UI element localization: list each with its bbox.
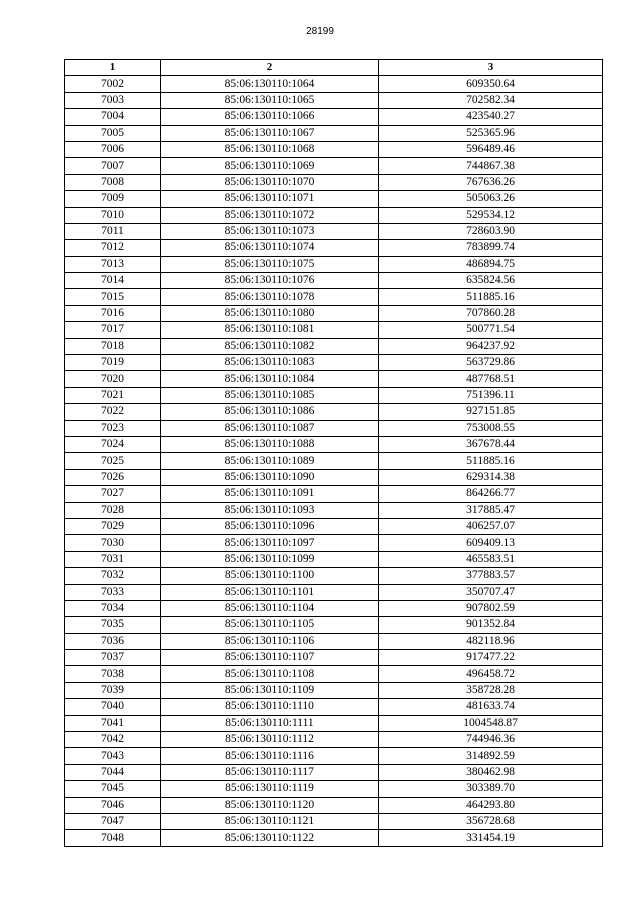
table-row <box>65 781 603 797</box>
table-row <box>65 584 603 600</box>
table-cell-col-3: 917477.22 <box>379 650 603 666</box>
table-row <box>65 289 603 305</box>
table-cell-col-1: 7005 <box>65 125 161 141</box>
table-cell-col-2: 85:06:130110:1099 <box>161 551 379 567</box>
table-row <box>65 682 603 698</box>
table-row <box>65 223 603 239</box>
table-cell-col-3: 481633.74 <box>379 699 603 715</box>
table-row <box>65 715 603 731</box>
table-cell-col-1: 7048 <box>65 830 161 846</box>
table-cell-col-3: 927151.85 <box>379 404 603 420</box>
table-cell-col-3: 707860.28 <box>379 305 603 321</box>
table-row <box>65 453 603 469</box>
table-row <box>65 764 603 780</box>
table-cell-col-3: 767636.26 <box>379 174 603 190</box>
table-cell-col-3: 609350.64 <box>379 76 603 92</box>
table-cell-col-1: 7040 <box>65 699 161 715</box>
table-cell-col-1: 7018 <box>65 338 161 354</box>
table-cell-col-3: 901352.84 <box>379 617 603 633</box>
table-row <box>65 305 603 321</box>
table-cell-col-3: 783899.74 <box>379 240 603 256</box>
table-cell-col-3: 635824.56 <box>379 273 603 289</box>
table-row <box>65 732 603 748</box>
table-cell-col-2: 85:06:130110:1097 <box>161 535 379 551</box>
table-cell-col-2: 85:06:130110:1111 <box>161 715 379 731</box>
table-cell-col-2: 85:06:130110:1073 <box>161 223 379 239</box>
table-cell-col-2: 85:06:130110:1119 <box>161 781 379 797</box>
table-cell-col-1: 7022 <box>65 404 161 420</box>
table-cell-col-3: 314892.59 <box>379 748 603 764</box>
table-cell-col-3: 350707.47 <box>379 584 603 600</box>
table-cell-col-2: 85:06:130110:1081 <box>161 322 379 338</box>
table-cell-col-1: 7046 <box>65 797 161 813</box>
table-cell-col-3: 358728.28 <box>379 682 603 698</box>
table-cell-col-1: 7002 <box>65 76 161 92</box>
table-cell-col-1: 7044 <box>65 764 161 780</box>
table-cell-col-2: 85:06:130110:1104 <box>161 600 379 616</box>
table-cell-col-2: 85:06:130110:1091 <box>161 486 379 502</box>
table-row <box>65 535 603 551</box>
table-cell-col-2: 85:06:130110:1085 <box>161 387 379 403</box>
table-cell-col-3: 964237.92 <box>379 338 603 354</box>
table-row <box>65 322 603 338</box>
table-row <box>65 141 603 157</box>
table-cell-col-1: 7003 <box>65 92 161 108</box>
table-row <box>65 666 603 682</box>
table-cell-col-2: 85:06:130110:1080 <box>161 305 379 321</box>
table-cell-col-1: 7031 <box>65 551 161 567</box>
header-row <box>65 60 603 76</box>
table-cell-col-1: 7039 <box>65 682 161 698</box>
table-cell-col-2: 85:06:130110:1108 <box>161 666 379 682</box>
table-cell-col-3: 751396.11 <box>379 387 603 403</box>
table-cell-col-1: 7021 <box>65 387 161 403</box>
table-cell-col-1: 7041 <box>65 715 161 731</box>
table-cell-col-2: 85:06:130110:1076 <box>161 273 379 289</box>
table-cell-col-2: 85:06:130110:1107 <box>161 650 379 666</box>
table-row <box>65 191 603 207</box>
table-cell-col-1: 7027 <box>65 486 161 502</box>
table-cell-col-3: 728603.90 <box>379 223 603 239</box>
table-cell-col-1: 7010 <box>65 207 161 223</box>
table-cell-col-3: 529534.12 <box>379 207 603 223</box>
page-number: 28199 <box>306 26 334 37</box>
table-cell-col-1: 7028 <box>65 502 161 518</box>
table-row <box>65 273 603 289</box>
table-cell-col-2: 85:06:130110:1087 <box>161 420 379 436</box>
table-row <box>65 158 603 174</box>
table-cell-col-3: 609409.13 <box>379 535 603 551</box>
table-cell-col-3: 505063.26 <box>379 191 603 207</box>
table-cell-col-2: 85:06:130110:1071 <box>161 191 379 207</box>
table-cell-col-3: 303389.70 <box>379 781 603 797</box>
table-cell-col-1: 7017 <box>65 322 161 338</box>
table-cell-col-1: 7008 <box>65 174 161 190</box>
table-cell-col-1: 7006 <box>65 141 161 157</box>
table-cell-col-1: 7047 <box>65 813 161 829</box>
table-cell-col-1: 7019 <box>65 355 161 371</box>
table-row <box>65 699 603 715</box>
table-cell-col-3: 317885.47 <box>379 502 603 518</box>
table-cell-col-3: 744867.38 <box>379 158 603 174</box>
table-cell-col-3: 486894.75 <box>379 256 603 272</box>
table-cell-col-3: 482118.96 <box>379 633 603 649</box>
table-row <box>65 240 603 256</box>
data-table <box>64 59 603 847</box>
table-cell-col-1: 7029 <box>65 518 161 534</box>
table-cell-col-2: 85:06:130110:1101 <box>161 584 379 600</box>
column-header-2: 2 <box>161 60 379 76</box>
table-row <box>65 355 603 371</box>
table-cell-col-3: 744946.36 <box>379 732 603 748</box>
table-cell-col-3: 331454.19 <box>379 830 603 846</box>
table-row <box>65 797 603 813</box>
table-cell-col-3: 356728.68 <box>379 813 603 829</box>
table-cell-col-2: 85:06:130110:1074 <box>161 240 379 256</box>
table-cell-col-3: 907802.59 <box>379 600 603 616</box>
table-cell-col-1: 7038 <box>65 666 161 682</box>
table-cell-col-2: 85:06:130110:1072 <box>161 207 379 223</box>
table-cell-col-2: 85:06:130110:1093 <box>161 502 379 518</box>
table-cell-col-1: 7007 <box>65 158 161 174</box>
table-row <box>65 174 603 190</box>
table-row <box>65 256 603 272</box>
table-cell-col-2: 85:06:130110:1078 <box>161 289 379 305</box>
table-row <box>65 568 603 584</box>
table-row <box>65 518 603 534</box>
table-cell-col-2: 85:06:130110:1109 <box>161 682 379 698</box>
table-cell-col-2: 85:06:130110:1066 <box>161 109 379 125</box>
table-cell-col-3: 500771.54 <box>379 322 603 338</box>
table-row <box>65 502 603 518</box>
table-row <box>65 420 603 436</box>
table-row <box>65 830 603 846</box>
table-cell-col-2: 85:06:130110:1065 <box>161 92 379 108</box>
table-cell-col-3: 563729.86 <box>379 355 603 371</box>
table-cell-col-2: 85:06:130110:1089 <box>161 453 379 469</box>
table-cell-col-2: 85:06:130110:1122 <box>161 830 379 846</box>
table-cell-col-2: 85:06:130110:1112 <box>161 732 379 748</box>
table-cell-col-3: 864266.77 <box>379 486 603 502</box>
table-cell-col-3: 702582.34 <box>379 92 603 108</box>
table-cell-col-1: 7009 <box>65 191 161 207</box>
table-row <box>65 650 603 666</box>
table-row <box>65 76 603 92</box>
table-cell-col-1: 7030 <box>65 535 161 551</box>
table-row <box>65 633 603 649</box>
table-body <box>65 76 603 846</box>
table-cell-col-2: 85:06:130110:1096 <box>161 518 379 534</box>
table-cell-col-2: 85:06:130110:1090 <box>161 469 379 485</box>
table-cell-col-2: 85:06:130110:1067 <box>161 125 379 141</box>
table-cell-col-3: 465583.51 <box>379 551 603 567</box>
column-header-3: 3 <box>379 60 603 76</box>
table-cell-col-2: 85:06:130110:1121 <box>161 813 379 829</box>
table-cell-col-3: 464293.80 <box>379 797 603 813</box>
table-row <box>65 387 603 403</box>
table-row <box>65 486 603 502</box>
table-cell-col-3: 511885.16 <box>379 289 603 305</box>
table-cell-col-2: 85:06:130110:1082 <box>161 338 379 354</box>
column-header-1: 1 <box>65 60 161 76</box>
table-cell-col-2: 85:06:130110:1083 <box>161 355 379 371</box>
table-cell-col-3: 423540.27 <box>379 109 603 125</box>
table-cell-col-3: 487768.51 <box>379 371 603 387</box>
table-cell-col-1: 7013 <box>65 256 161 272</box>
table-cell-col-3: 377883.57 <box>379 568 603 584</box>
table-row <box>65 92 603 108</box>
table-cell-col-1: 7045 <box>65 781 161 797</box>
table-row <box>65 338 603 354</box>
table-cell-col-3: 367678.44 <box>379 436 603 452</box>
table-cell-col-1: 7026 <box>65 469 161 485</box>
table-cell-col-2: 85:06:130110:1100 <box>161 568 379 584</box>
table-cell-col-2: 85:06:130110:1117 <box>161 764 379 780</box>
table-cell-col-3: 596489.46 <box>379 141 603 157</box>
table-row <box>65 404 603 420</box>
table-cell-col-2: 85:06:130110:1106 <box>161 633 379 649</box>
table-cell-col-1: 7011 <box>65 223 161 239</box>
table-cell-col-3: 406257.07 <box>379 518 603 534</box>
table-cell-col-1: 7015 <box>65 289 161 305</box>
table-cell-col-3: 525365.96 <box>379 125 603 141</box>
table-row <box>65 436 603 452</box>
table-row <box>65 371 603 387</box>
table-cell-col-2: 85:06:130110:1088 <box>161 436 379 452</box>
table-cell-col-1: 7042 <box>65 732 161 748</box>
table-cell-col-1: 7036 <box>65 633 161 649</box>
table-cell-col-2: 85:06:130110:1084 <box>161 371 379 387</box>
table-cell-col-2: 85:06:130110:1116 <box>161 748 379 764</box>
table-cell-col-2: 85:06:130110:1105 <box>161 617 379 633</box>
table-cell-col-1: 7014 <box>65 273 161 289</box>
table-cell-col-2: 85:06:130110:1075 <box>161 256 379 272</box>
table-cell-col-2: 85:06:130110:1064 <box>161 76 379 92</box>
table-cell-col-2: 85:06:130110:1110 <box>161 699 379 715</box>
table-row <box>65 207 603 223</box>
table-cell-col-1: 7024 <box>65 436 161 452</box>
table-cell-col-1: 7012 <box>65 240 161 256</box>
table-row <box>65 469 603 485</box>
table-cell-col-2: 85:06:130110:1086 <box>161 404 379 420</box>
table-cell-col-2: 85:06:130110:1069 <box>161 158 379 174</box>
table-cell-col-1: 7034 <box>65 600 161 616</box>
table-cell-col-1: 7023 <box>65 420 161 436</box>
table-cell-col-1: 7025 <box>65 453 161 469</box>
table-cell-col-1: 7004 <box>65 109 161 125</box>
table-cell-col-3: 1004548.87 <box>379 715 603 731</box>
table-row <box>65 600 603 616</box>
table-cell-col-1: 7033 <box>65 584 161 600</box>
table-cell-col-1: 7043 <box>65 748 161 764</box>
table-cell-col-1: 7016 <box>65 305 161 321</box>
table-row <box>65 125 603 141</box>
table-row <box>65 617 603 633</box>
table-cell-col-3: 511885.16 <box>379 453 603 469</box>
table-row <box>65 813 603 829</box>
table-header <box>65 60 603 76</box>
table-cell-col-1: 7037 <box>65 650 161 666</box>
table-cell-col-1: 7020 <box>65 371 161 387</box>
table-row <box>65 551 603 567</box>
table-cell-col-2: 85:06:130110:1070 <box>161 174 379 190</box>
table-cell-col-3: 629314.38 <box>379 469 603 485</box>
table-cell-col-1: 7032 <box>65 568 161 584</box>
table-cell-col-2: 85:06:130110:1120 <box>161 797 379 813</box>
table-cell-col-3: 380462.98 <box>379 764 603 780</box>
table-row <box>65 748 603 764</box>
table-cell-col-3: 753008.55 <box>379 420 603 436</box>
table-cell-col-2: 85:06:130110:1068 <box>161 141 379 157</box>
table-row <box>65 109 603 125</box>
table-cell-col-3: 496458.72 <box>379 666 603 682</box>
table-cell-col-1: 7035 <box>65 617 161 633</box>
